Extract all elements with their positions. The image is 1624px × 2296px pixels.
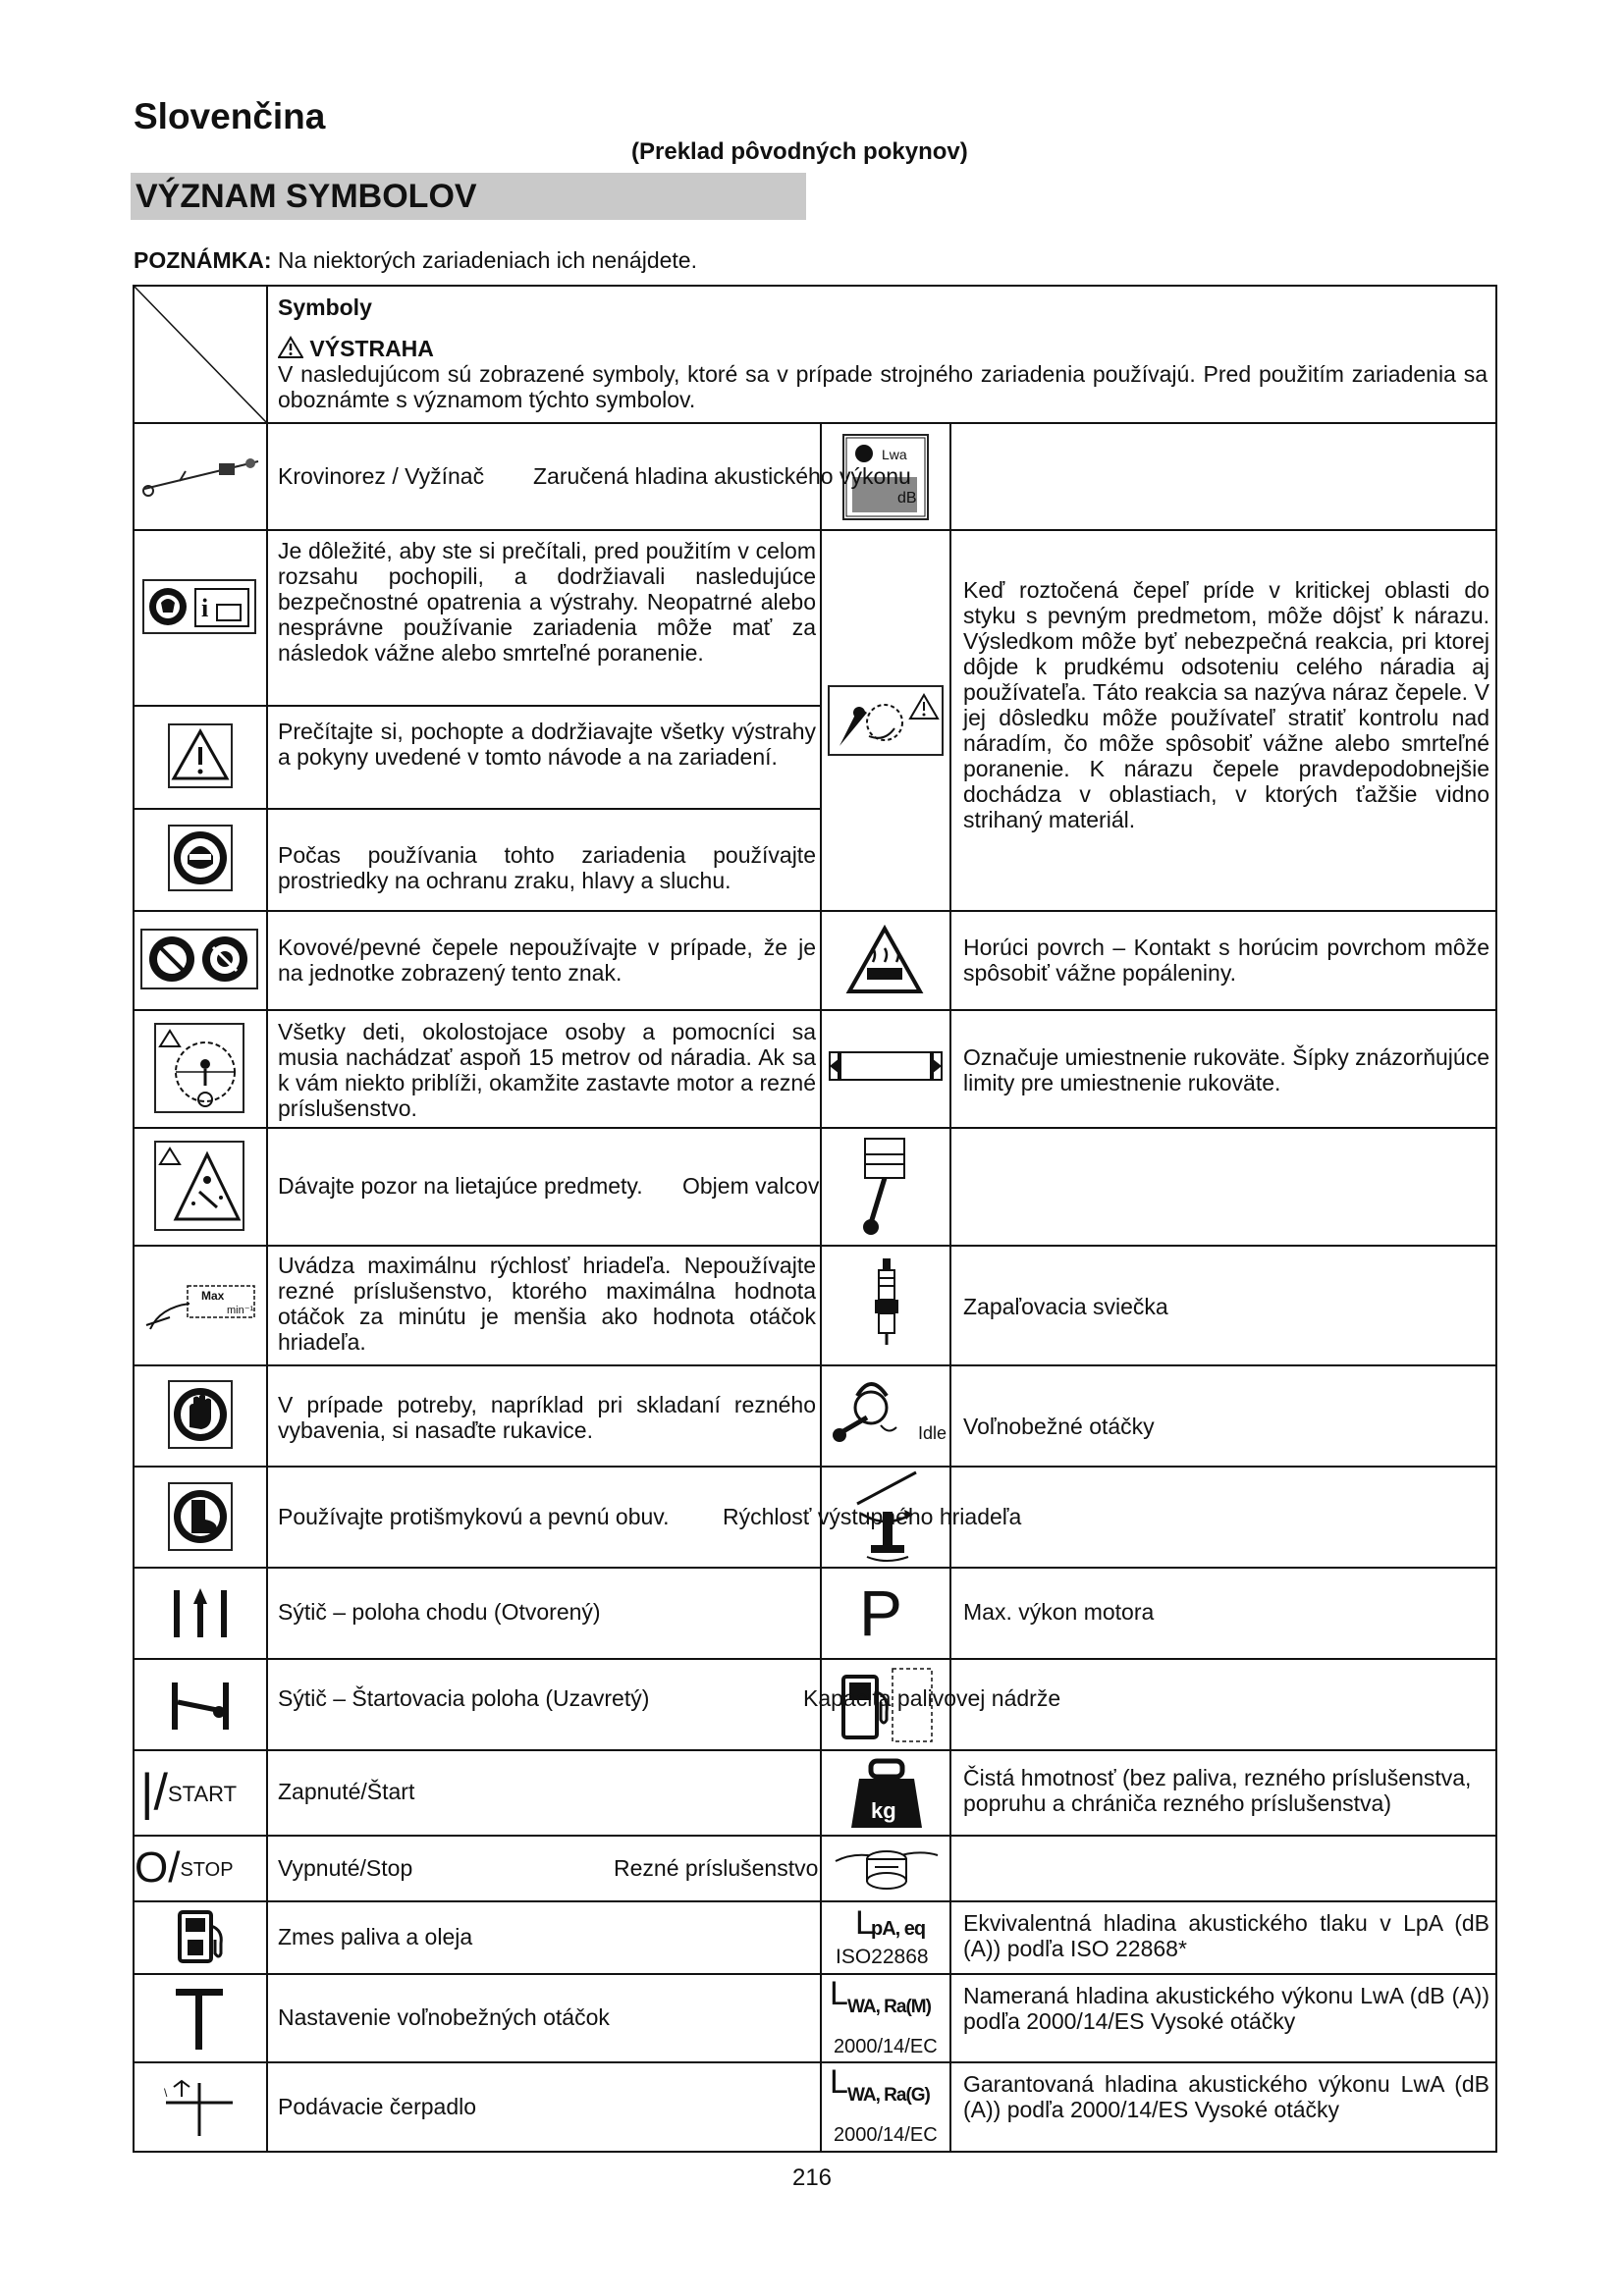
no-metal-blades-icon — [142, 931, 256, 988]
left-row-text: Všetky deti, okolostojace osoby a pomocníci sa musia nachádzať aspoň 15 metrov od náradia. Ak sa k vám niekto priblíži, okamžite zastavte motor a rezné príslušenstvo. — [278, 1019, 816, 1121]
row-divider — [133, 1245, 1497, 1247]
spark-plug-icon — [869, 1256, 904, 1351]
note-text: Na niektorých zariadeniach ich nenájdete. — [271, 247, 697, 273]
row-divider — [133, 1835, 1497, 1837]
right-row-text: Garantovaná hladina akustického výkonu LwA (dB (A)) podľa 2000/14/ES Vysoké otáčky — [963, 2071, 1489, 2122]
flying-objects-box — [154, 1141, 244, 1231]
row-divider — [133, 1658, 1497, 1660]
max-label: Max — [201, 1289, 225, 1303]
on-symbol: |/ — [140, 1764, 168, 1821]
left-row-text: Je dôležité, aby ste si prečítali, pred použitím v celom rozsahu pochopili, a dodržiavali nasledujúce bezpečnostné opatrenia a výstrahy. Neopatrné alebo nesprávne používanie zariadenia môže mať za následok vážne alebo smrteľné poranenie. — [278, 538, 816, 666]
right-row-text: Objem valcov — [682, 1173, 820, 1199]
gloves-icon — [170, 1382, 231, 1447]
max-power-icon: P — [859, 1576, 903, 1649]
stop-label: STOP — [180, 1859, 234, 1881]
keep-distance-icon — [156, 1025, 243, 1111]
table-border — [133, 285, 1497, 287]
right-row-text: Čistá hmotnosť (bez paliva, rezného príslušenstva, popruhu a chrániča rezného príslušenstva) — [963, 1765, 1472, 1816]
right-row-text: Zapaľovacia sviečka — [963, 1294, 1168, 1319]
right-row-text: Kapacita palivovej nádrže — [803, 1685, 1061, 1711]
table-border — [133, 2151, 1497, 2153]
svg-text:\: \ — [164, 2086, 168, 2100]
sym-standard: ISO22868 — [836, 1946, 929, 1968]
translation-note: (Preklad pôvodných pokynov) — [631, 138, 968, 165]
rpm-unit-label: min⁻¹ — [227, 1305, 254, 1316]
sym-sub: WA, Ra(M) — [847, 1997, 931, 2017]
measured-sound-power-icon — [822, 1975, 949, 2061]
kickback-box — [828, 685, 944, 756]
idle-speed-icon — [824, 1366, 947, 1461]
kg-label: kg — [871, 1798, 896, 1823]
handle-position-icon — [826, 1044, 946, 1088]
warning-text: V nasledujúcom sú zobrazené symboly, ktoré sa v prípade strojného zariadenia používajú. Pred použitím zariadenia sa oboznámte s významom týchto symbolov. — [278, 361, 1488, 412]
idle-speed-art — [824, 1366, 947, 1461]
no-metal-blades-box — [140, 929, 258, 989]
table-border — [1495, 285, 1497, 2153]
left-row-text: Prečítajte si, pochopte a dodržiavajte všetky výstrahy a pokyny uvedené v tomto návode a na zariadení. — [278, 719, 816, 770]
keep-distance-box — [154, 1023, 244, 1113]
left-row-text: Kovové/pevné čepele nepoužívajte v prípade, že je na jednotke zobrazený tento znak. — [278, 934, 816, 986]
row-divider — [133, 2061, 1497, 2063]
language-heading: Slovenčina — [134, 96, 326, 136]
boots-box — [168, 1482, 233, 1551]
off-symbol: O/ — [135, 1843, 181, 1892]
protective-gear-box — [168, 825, 233, 891]
row-divider — [133, 1749, 1497, 1751]
row-divider — [133, 1009, 1497, 1011]
primer-pump-icon — [160, 2073, 239, 2140]
column-divider — [266, 285, 268, 2153]
right-row-text: Keď roztočená čepeľ príde v kritickej oblasti do styku s pevným predmetom, môže dôjsť k nárazu. Výsledkom môže byť nebezpečná reakcia, pri ktorej dôjde k prudkému odsoteniu celého náradia aj používateľa. Táto reakcia sa nazýva náraz čepele. V jej dôsledku môže používateľ stratiť kontrolu nad náradím, čo môže spôsobiť vážne alebo smrteľné poranenie. K nárazu čepele pravdepodobnejšie dochádza v oblastiach, v ktorých ťažšie vidno strihaný materiál. — [963, 577, 1489, 832]
right-row-text: Nameraná hladina akustického výkonu LwA (dB (A)) podľa 2000/14/ES Vysoké otáčky — [963, 1983, 1489, 2034]
right-row-text: Horúci povrch – Kontakt s horúcim povrchom môže spôsobiť vážne popáleniny. — [963, 934, 1489, 986]
warning-triangle-icon — [278, 336, 303, 359]
page-number: 216 — [791, 2164, 833, 2191]
row-divider — [133, 808, 822, 810]
row-divider — [133, 1567, 1497, 1569]
symbols-table — [133, 285, 1497, 2153]
left-row-text: Sýtič – poloha chodu (Otvorený) — [278, 1599, 601, 1625]
gloves-box — [168, 1380, 233, 1449]
guaranteed-sound-power-icon — [822, 2063, 949, 2150]
idle-adjust-icon — [172, 1985, 227, 2054]
row-divider — [133, 1973, 1497, 1975]
row-divider — [133, 1900, 1497, 1902]
left-row-text: Zmes paliva a oleja — [278, 1924, 473, 1949]
note-line — [134, 247, 697, 274]
row-divider — [133, 1466, 1497, 1468]
warning-label: VÝSTRAHA — [309, 336, 434, 361]
hot-surface-icon — [845, 923, 924, 997]
left-row-text: Krovinorez / Vyžínač — [278, 463, 485, 489]
protective-gear-icon — [170, 827, 231, 889]
warning-triangle-icon — [170, 725, 231, 786]
warning-heading — [278, 336, 434, 361]
left-row-text: Sýtič – Štartovacia poloha (Uzavretý) — [278, 1685, 650, 1711]
left-row-text: Používajte protišmykovú a pevnú obuv. — [278, 1504, 670, 1529]
sound-pressure-icon — [824, 1904, 947, 1971]
piston-icon — [857, 1135, 916, 1241]
sym-L: L — [855, 1904, 874, 1942]
lwa-label: Lwa — [882, 447, 907, 462]
warning-triangle-box — [168, 723, 233, 788]
column-divider — [820, 422, 822, 2151]
right-row-text: Max. výkon motora — [963, 1599, 1155, 1625]
right-row-text: Ekvivalentná hladina akustického tlaku v LpA (dB (A)) podľa ISO 22868* — [963, 1910, 1489, 1961]
brushcutter-icon — [140, 452, 262, 501]
kickback-icon — [830, 687, 942, 754]
choke-start-icon — [168, 1675, 235, 1735]
left-row-text: V prípade potreby, napríklad pri skladaní rezného vybavenia, si nasaďte rukavice. — [278, 1392, 816, 1443]
row-divider — [133, 1127, 1497, 1129]
sym-sub: WA, Ra(G) — [847, 2085, 930, 2106]
start-label: START — [167, 1782, 238, 1806]
left-row-text: Uvádza maximálnu rýchlosť hriadeľa. Nepoužívajte rezné príslušenstvo, ktorého maximálna hodnota otáčok za minútu je menšia ako hodnota otáčok hriadeľa. — [278, 1253, 816, 1355]
fuel-oil-mix-icon — [174, 1906, 229, 1967]
note-label: POZNÁMKA: — [134, 247, 272, 273]
right-row-text: Rezné príslušenstvo — [614, 1855, 819, 1881]
sym-L: L — [830, 2063, 848, 2101]
left-row-text: Počas používania tohto zariadenia používajte prostriedky na ochranu zraku, hlavy a sluchu. — [278, 842, 816, 893]
svg-text:i: i — [201, 594, 209, 622]
symbols-heading: Symboly — [278, 294, 372, 320]
sym-L: L — [830, 1975, 848, 2012]
left-row-text: Vypnuté/Stop — [278, 1855, 413, 1881]
max-speed-icon — [140, 1270, 262, 1339]
weight-icon — [849, 1757, 924, 1832]
right-row-text: Rýchlosť výstupného hriadeľa — [723, 1504, 1022, 1529]
row-divider — [133, 1364, 1497, 1366]
right-row-text: Zaručená hladina akustického výkonu — [533, 463, 911, 489]
row-divider — [133, 529, 1497, 531]
sym-standard: 2000/14/EC — [834, 2124, 938, 2146]
section-title: VÝZNAM SYMBOLOV — [135, 178, 477, 215]
row-divider — [133, 422, 1497, 424]
read-manual-icon — [142, 579, 256, 634]
row-divider — [133, 705, 822, 707]
section-title-band — [131, 173, 806, 220]
boots-icon — [170, 1484, 231, 1549]
sym-sub: pA, eq — [871, 1918, 926, 1940]
diagonal-slash — [133, 285, 267, 423]
column-divider — [949, 422, 951, 2151]
on-start-icon — [140, 1765, 237, 1822]
left-row-text: Dávajte pozor na lietajúce predmety. — [278, 1173, 643, 1199]
left-row-text: Zapnuté/Štart — [278, 1779, 415, 1804]
left-row-text: Nastavenie voľnobežných otáčok — [278, 2004, 610, 2030]
read-manual-icon-art — [144, 581, 254, 632]
flying-objects-icon — [156, 1143, 243, 1229]
right-row-text: Voľnobežné otáčky — [963, 1414, 1155, 1439]
row-divider — [133, 910, 1497, 912]
sym-standard: 2000/14/EC — [834, 2036, 938, 2057]
choke-run-icon — [170, 1582, 233, 1643]
idle-label: Idle — [918, 1423, 947, 1443]
off-stop-icon — [135, 1843, 234, 1895]
left-row-text: Podávacie čerpadlo — [278, 2094, 477, 2119]
right-row-text: Označuje umiestnenie rukoväte. Šípky znázorňujúce limity pre umiestnenie rukoväte. — [963, 1044, 1489, 1095]
db-label: dB — [897, 490, 917, 507]
cutting-head-icon — [832, 1838, 942, 1898]
